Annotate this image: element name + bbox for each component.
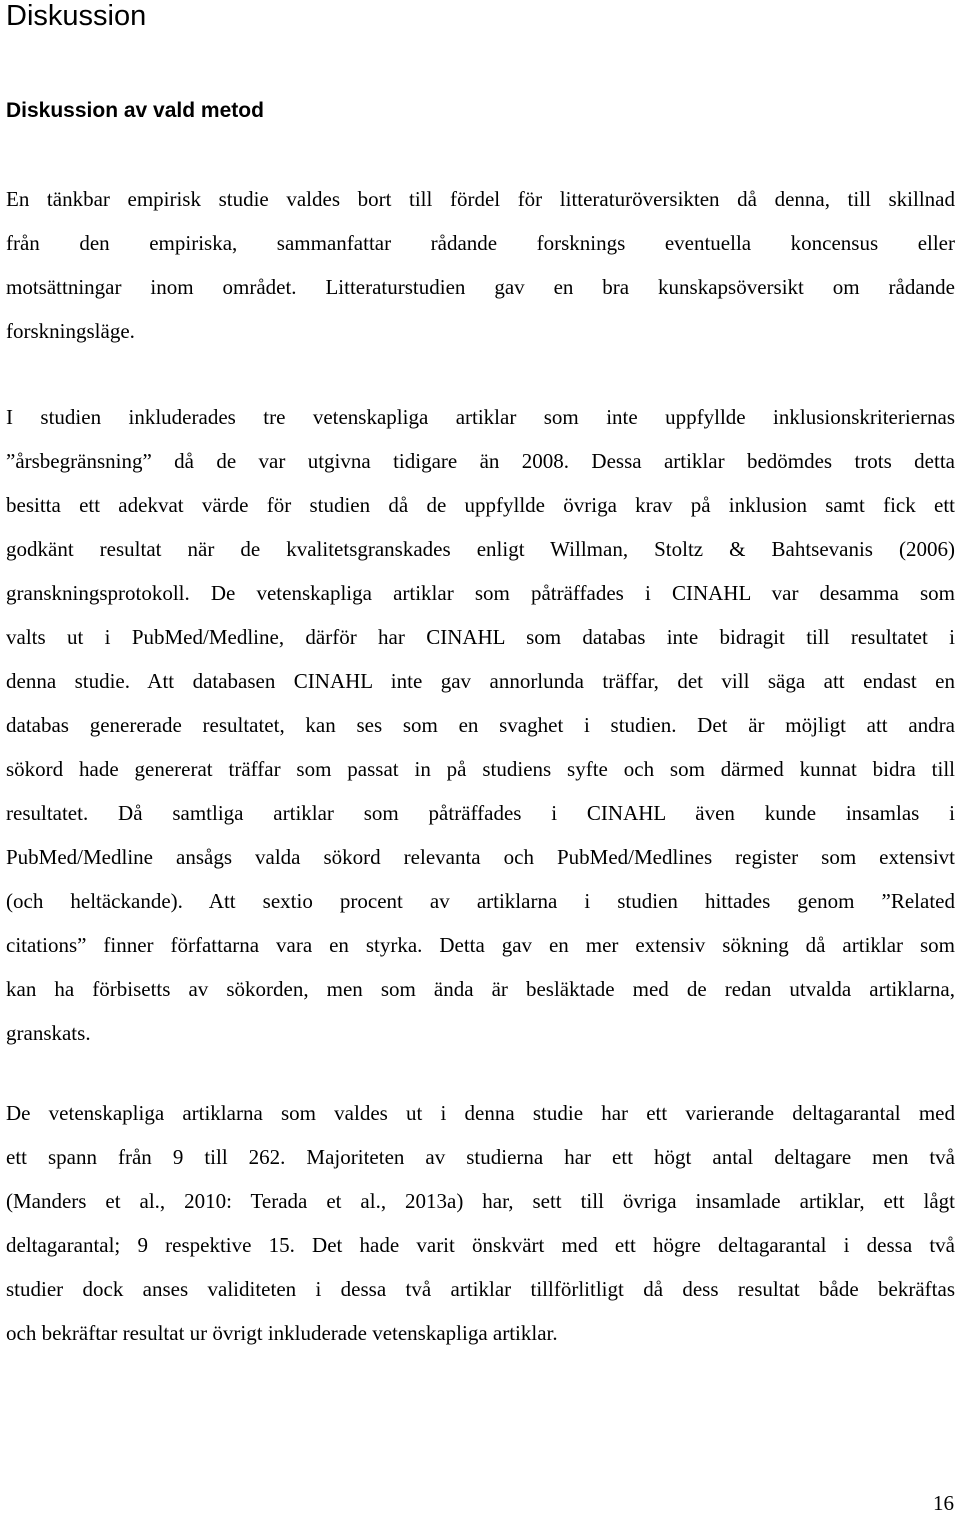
text-line: valts ut i PubMed/Medline, därför har CINAHL som databas inte bidragit till resultatet i bbox=[6, 625, 955, 649]
text-line: En tänkbar empirisk studie valdes bort till fördel för litteraturöversikten då denna, till skillnad bbox=[6, 187, 955, 211]
text-line: från den empiriska, sammanfattar rådande forsknings eventuella koncensus eller bbox=[6, 231, 955, 255]
text-line: I studien inkluderades tre vetenskapliga artiklar som inte uppfyllde inklusionskriteriernas bbox=[6, 405, 955, 429]
page-number: 16 bbox=[933, 1491, 954, 1515]
text-line: (Manders et al., 2010: Terada et al., 2013a) har, sett till övriga insamlade artiklar, ett lågt bbox=[6, 1189, 955, 1213]
text-line: forskningsläge. bbox=[6, 319, 135, 343]
section-heading: Diskussion av vald metod bbox=[6, 99, 264, 122]
text-line: ett spann från 9 till 262. Majoriteten av studierna har ett högt antal deltagare men två bbox=[6, 1145, 955, 1169]
text-line: databas genererade resultatet, kan ses som en svaghet i studien. Det är möjligt att andra bbox=[6, 713, 955, 737]
text-line: och bekräftar resultat ur övrigt inkluderade vetenskapliga artiklar. bbox=[6, 1321, 558, 1345]
text-line: deltagarantal; 9 respektive 15. Det hade varit önskvärt med ett högre deltagarantal i dessa två bbox=[6, 1233, 955, 1257]
text-line: godkänt resultat när de kvalitetsgranskades enligt Willman, Stoltz & Bahtsevanis (2006) bbox=[6, 537, 955, 561]
text-line: kan ha förbisetts av sökorden, men som ända är besläktade med de redan utvalda artiklarna, bbox=[6, 977, 955, 1001]
paragraph-included-articles bbox=[6, 395, 955, 1055]
text-line: De vetenskapliga artiklarna som valdes ut i denna studie har ett varierande deltagarantal med bbox=[6, 1101, 955, 1125]
text-line: granskningsprotokoll. De vetenskapliga artiklar som påträffades i CINAHL var desamma som bbox=[6, 581, 955, 605]
text-line: (och heltäckande). Att sextio procent av artiklarna i studien hittades genom ”Related bbox=[6, 889, 955, 913]
text-line: sökord hade genererat träffar som passat in på studiens syfte och som därmed kunnat bidra till bbox=[6, 757, 955, 781]
text-line: PubMed/Medline ansågs valda sökord relevanta och PubMed/Medlines register som extensivt bbox=[6, 845, 955, 869]
text-line: motsättningar inom området. Litteraturstudien gav en bra kunskapsöversikt om rådande bbox=[6, 275, 955, 299]
paragraph-participant-count bbox=[6, 1091, 955, 1355]
text-line: granskats. bbox=[6, 1021, 91, 1045]
text-line: resultatet. Då samtliga artiklar som påträffades i CINAHL även kunde insamlas i bbox=[6, 801, 955, 825]
text-line: denna studie. Att databasen CINAHL inte gav annorlunda träffar, det vill säga att endast en bbox=[6, 669, 955, 693]
text-line: ”årsbegränsning” då de var utgivna tidigare än 2008. Dessa artiklar bedömdes trots detta bbox=[6, 449, 955, 473]
paragraph-method-choice bbox=[6, 177, 955, 353]
text-line: studier dock anses validiteten i dessa två artiklar tillförlitligt då dess resultat både bekräftas bbox=[6, 1277, 955, 1301]
text-line: citations” finner författarna vara en styrka. Detta gav en mer extensiv sökning då artiklar som bbox=[6, 933, 955, 957]
text-line: besitta ett adekvat värde för studien då de uppfyllde övriga krav på inklusion samt fick ett bbox=[6, 493, 955, 517]
page-title: Diskussion bbox=[6, 0, 147, 32]
